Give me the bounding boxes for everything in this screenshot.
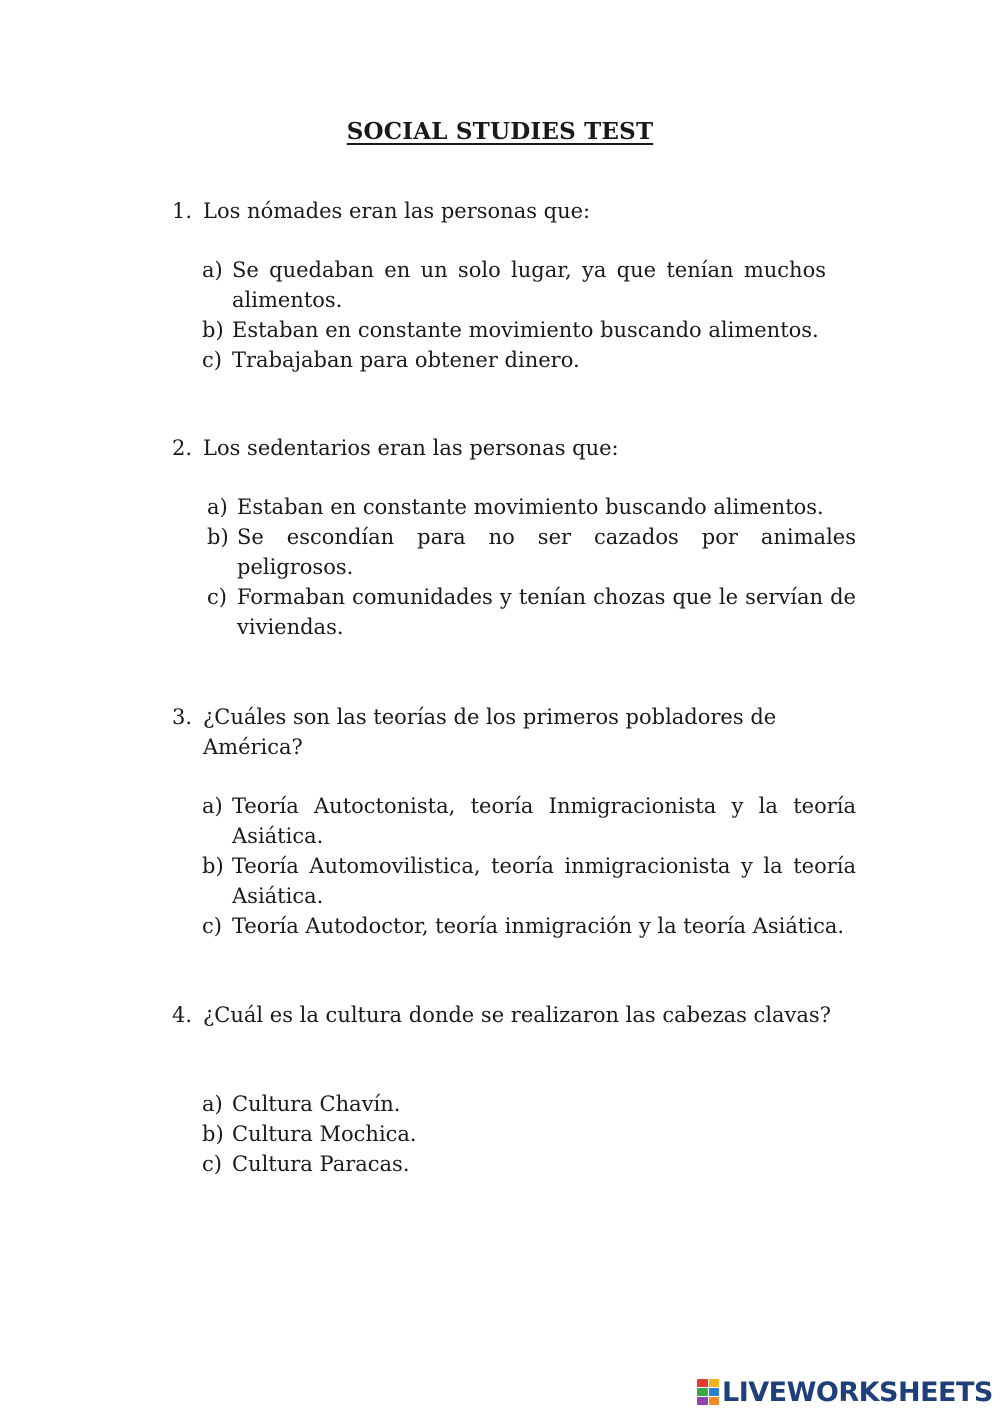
question-number: 4. <box>172 1003 193 1027</box>
question-number: 2. <box>172 436 193 460</box>
question-4 <box>172 1000 856 1030</box>
option-1a[interactable] <box>202 255 826 315</box>
option-letter: c) <box>207 585 227 609</box>
page-title: SOCIAL STUDIES TEST <box>346 118 654 145</box>
question-text: ¿Cuál es la cultura donde se realizaron las cabezas clavas? <box>203 1003 831 1027</box>
logo-tile <box>709 1388 720 1396</box>
question-number: 3. <box>172 705 193 729</box>
liveworksheets-logo[interactable] <box>697 1376 993 1408</box>
option-text: Cultura Chavín. <box>232 1092 401 1116</box>
option-4a[interactable] <box>202 1089 856 1119</box>
option-letter: a) <box>202 258 223 282</box>
option-letter: b) <box>207 525 229 549</box>
option-text: Teoría Autodoctor, teoría inmigración y la teoría Asiática. <box>232 914 845 938</box>
option-1c[interactable] <box>202 345 826 375</box>
question-text: Los sedentarios eran las personas que: <box>203 436 619 460</box>
option-text: Teoría Autoctonista, teoría Inmigracionista y la teoría Asiática. <box>232 794 856 848</box>
question-4-options <box>202 1089 856 1179</box>
option-4c[interactable] <box>202 1149 856 1179</box>
question-1 <box>172 196 856 226</box>
logo-text: LIVEWORKSHEETS <box>722 1376 993 1408</box>
logo-tile <box>709 1397 720 1405</box>
option-letter: a) <box>207 495 228 519</box>
option-2c[interactable] <box>207 582 856 642</box>
option-letter: b) <box>202 1122 224 1146</box>
option-4b[interactable] <box>202 1119 856 1149</box>
option-letter: b) <box>202 854 224 878</box>
liveworksheets-logo-icon <box>697 1379 719 1405</box>
question-text: Los nómades eran las personas que: <box>203 199 591 223</box>
option-1b[interactable] <box>202 315 826 345</box>
logo-tile <box>697 1388 708 1396</box>
option-letter: c) <box>202 348 222 372</box>
option-letter: c) <box>202 1152 222 1176</box>
question-2 <box>172 433 856 463</box>
question-number: 1. <box>172 199 193 223</box>
option-text: Estaban en constante movimiento buscando alimentos. <box>237 495 824 519</box>
logo-tile <box>697 1397 708 1405</box>
option-text: Formaban comunidades y tenían chozas que le servían de viviendas. <box>237 585 856 639</box>
question-2-options <box>207 492 856 642</box>
option-letter: c) <box>202 914 222 938</box>
logo-tile <box>709 1379 720 1387</box>
option-3c[interactable] <box>202 911 856 941</box>
option-3a[interactable] <box>202 791 856 851</box>
option-text: Cultura Paracas. <box>232 1152 410 1176</box>
option-3b[interactable] <box>202 851 856 911</box>
option-letter: a) <box>202 1092 223 1116</box>
question-text: ¿Cuáles son las teorías de los primeros pobladores de América? <box>203 705 777 759</box>
logo-tile <box>697 1379 708 1387</box>
option-text: Estaban en constante movimiento buscando alimentos. <box>232 318 819 342</box>
option-letter: b) <box>202 318 224 342</box>
option-text: Se quedaban en un solo lugar, ya que tenían muchos alimentos. <box>232 258 826 312</box>
question-1-options <box>202 255 826 375</box>
question-3-options <box>202 791 856 941</box>
question-3 <box>172 702 856 762</box>
option-letter: a) <box>202 794 223 818</box>
option-text: Trabajaban para obtener dinero. <box>232 348 580 372</box>
option-text: Se escondían para no ser cazados por animales peligrosos. <box>237 525 856 579</box>
option-text: Cultura Mochica. <box>232 1122 417 1146</box>
option-2b[interactable] <box>207 522 856 582</box>
option-2a[interactable] <box>207 492 856 522</box>
option-text: Teoría Automovilistica, teoría inmigracionista y la teoría Asiática. <box>232 854 856 908</box>
